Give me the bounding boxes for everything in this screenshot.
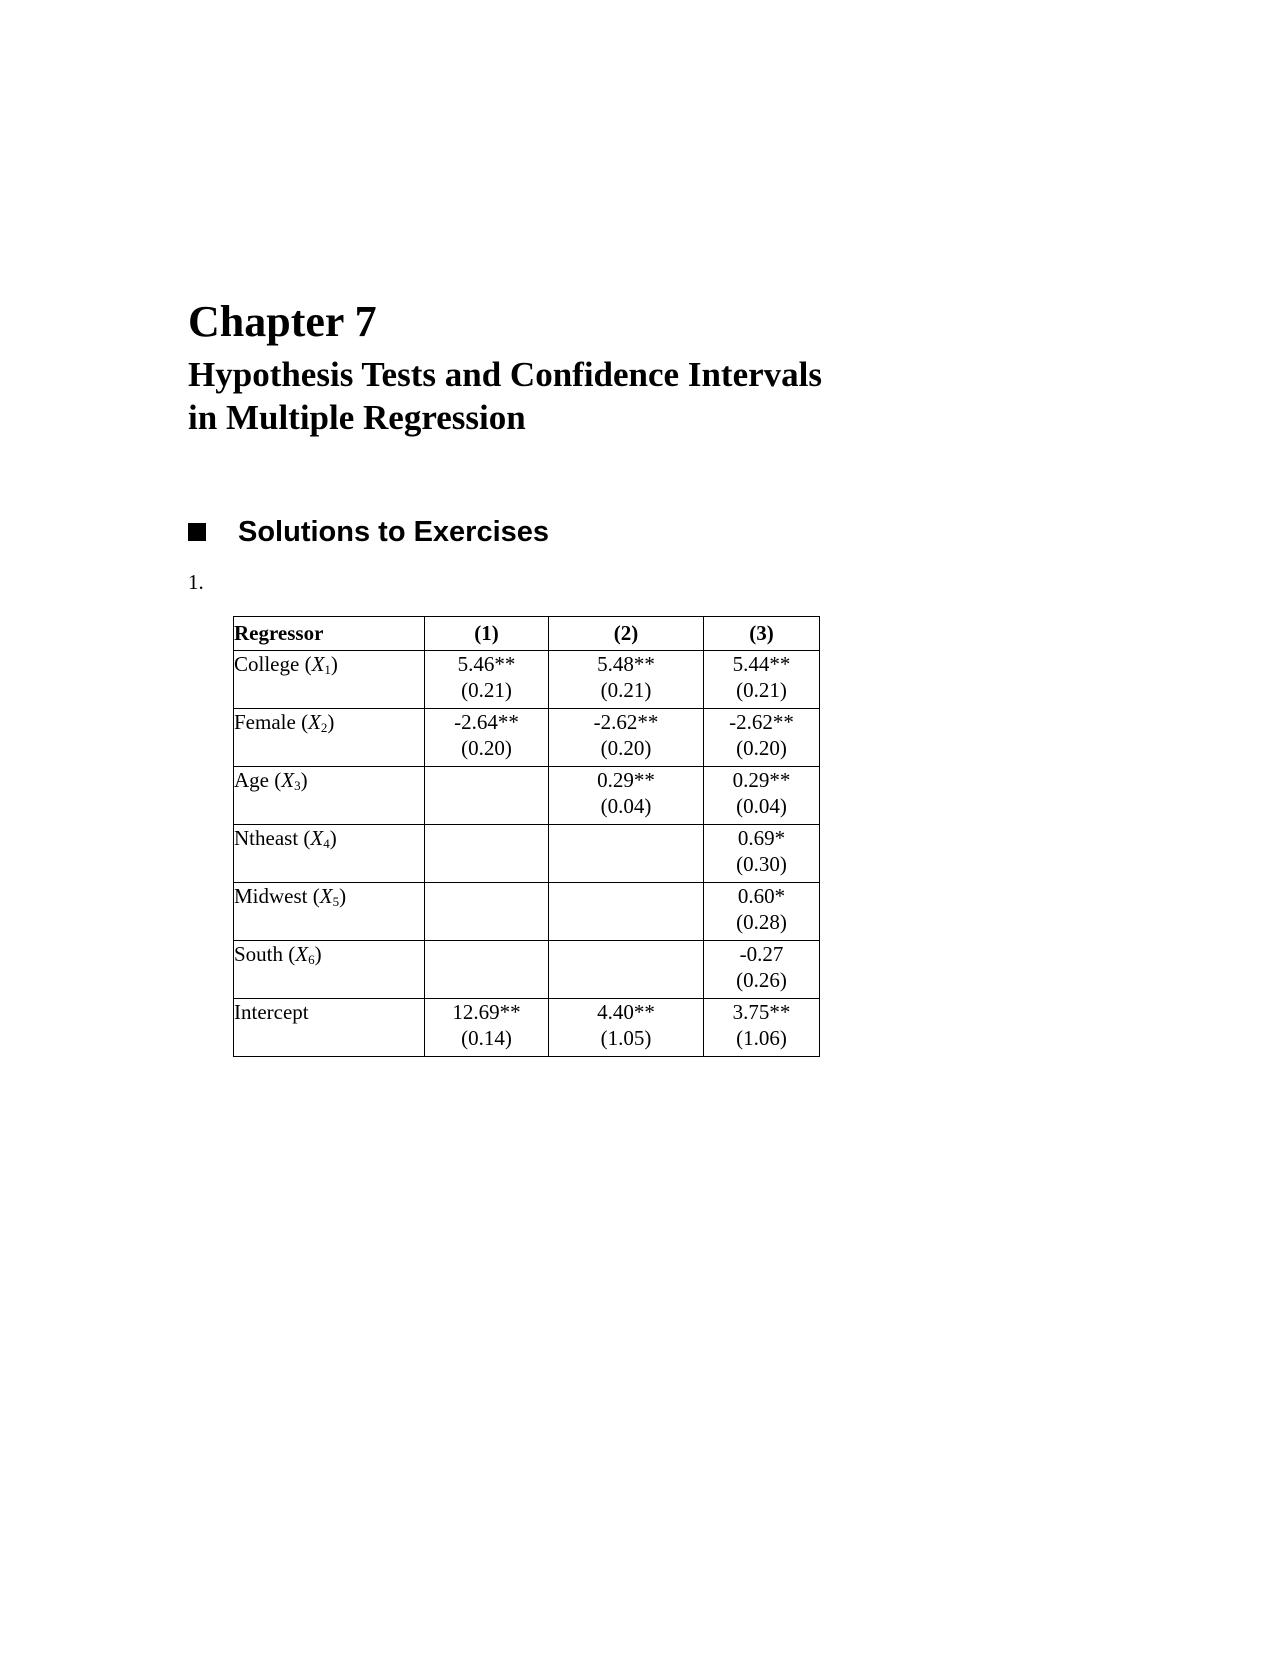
coefficient-cell [704,825,820,883]
coefficient-cell [425,941,549,999]
standard-error: (0.21) [736,678,787,702]
section-title: Solutions to Exercises [238,515,550,548]
standard-error: (0.04) [600,794,652,818]
coefficient-cell [549,883,704,941]
table-body [234,651,820,1057]
regressor-subscript: 3 [294,778,301,793]
regressor-name: Female [234,710,296,734]
regression-table [233,616,820,1057]
table-row [234,825,820,883]
table-row [234,709,820,767]
coefficient-cell [704,709,820,767]
regressor-subscript: 6 [308,952,315,967]
coefficient-estimate: 5.46** [457,652,516,676]
standard-error: (0.04) [736,794,787,818]
coefficient-cell [704,651,820,709]
standard-error: (1.05) [600,1026,652,1050]
coefficient-estimate: 12.69** [452,1000,521,1024]
coefficient-cell [425,999,549,1057]
standard-error: (0.20) [600,736,652,760]
header-model-2: (2) [549,617,704,651]
regressor-label: Midwest $(X_5)$ [234,883,425,941]
regressor-variable: X [281,768,295,792]
coefficient-cell [425,651,549,709]
table-row [234,883,820,941]
regressor-name: Age [234,768,269,792]
table-row [234,651,820,709]
regressor-variable: X [295,942,309,966]
standard-error: (0.28) [736,910,787,934]
standard-error: (0.21) [600,678,652,702]
coefficient-estimate: -2.62** [593,710,659,734]
chapter-title-line-1: Hypothesis Tests and Confidence Intervals [188,355,822,394]
regressor-subscript: 2 [320,720,328,735]
coefficient-cell [549,767,704,825]
coefficient-estimate: -2.64** [454,710,519,734]
square-bullet-icon [188,523,206,541]
coefficient-cell [704,999,820,1057]
coefficient-estimate: 5.44** [732,652,791,676]
header-model-3: (3) [704,617,820,651]
regressor-name: South [234,942,284,966]
standard-error: (0.20) [461,736,512,760]
coefficient-cell [549,999,704,1057]
exercise-number: 1. [188,570,204,594]
regressor-name: College [234,652,300,676]
regressor-label: Age $(X_3)$ [234,767,425,825]
regressor-subscript: 4 [323,836,330,851]
regressor-variable: X [311,652,325,676]
coefficient-cell [549,825,704,883]
regressor-label: Female $(X_2)$ [234,709,425,767]
coefficient-estimate: 4.40** [597,1000,655,1024]
coefficient-estimate: 0.29** [732,768,791,792]
coefficient-estimate: 3.75** [732,1000,791,1024]
coefficient-cell [704,941,820,999]
coefficient-estimate: -2.62** [729,710,794,734]
chapter-title [188,353,822,439]
chapter-title-line-2: in Multiple Regression [188,398,526,437]
coefficient-cell [425,825,549,883]
standard-error: (0.20) [736,736,787,760]
section-heading [188,514,549,550]
table-row [234,999,820,1057]
regressor-variable: X [308,710,321,734]
coefficient-cell [704,767,820,825]
coefficient-cell [549,941,704,999]
standard-error: (0.30) [736,852,787,876]
table-header-row [234,617,820,651]
regressor-name: Intercept [234,1000,309,1024]
coefficient-cell [549,651,704,709]
coefficient-estimate: -0.27 [739,942,784,966]
table-row [234,767,820,825]
standard-error: (0.26) [736,968,787,992]
regressor-variable: X [319,884,333,908]
coefficient-estimate: 5.48** [597,652,655,676]
regressor-label: College $(X_1)$ [234,651,425,709]
regressor-label: South $(X_6)$ [234,941,425,999]
coefficient-estimate: 0.60* [737,884,786,908]
regressor-subscript: 1 [324,662,331,677]
regressor-label [234,999,425,1057]
regressor-name: Midwest [234,884,308,908]
header-model-1: (1) [425,617,549,651]
regressor-variable: X [310,826,324,850]
header-regressor: Regressor [234,617,425,651]
coefficient-cell [425,709,549,767]
standard-error: (0.21) [461,678,512,702]
regressor-name: Ntheast [234,826,299,850]
coefficient-estimate: 0.29** [597,768,655,792]
standard-error: (0.14) [461,1026,512,1050]
coefficient-estimate: 0.69* [737,826,786,850]
standard-error: (1.06) [736,1026,787,1050]
coefficient-cell [704,883,820,941]
coefficient-cell [425,883,549,941]
coefficient-cell [549,709,704,767]
coefficient-cell [425,767,549,825]
regressor-subscript: 5 [332,894,340,909]
table-row [234,941,820,999]
regressor-label: Ntheast $(X_4)$ [234,825,425,883]
chapter-number: Chapter 7 [188,297,377,346]
